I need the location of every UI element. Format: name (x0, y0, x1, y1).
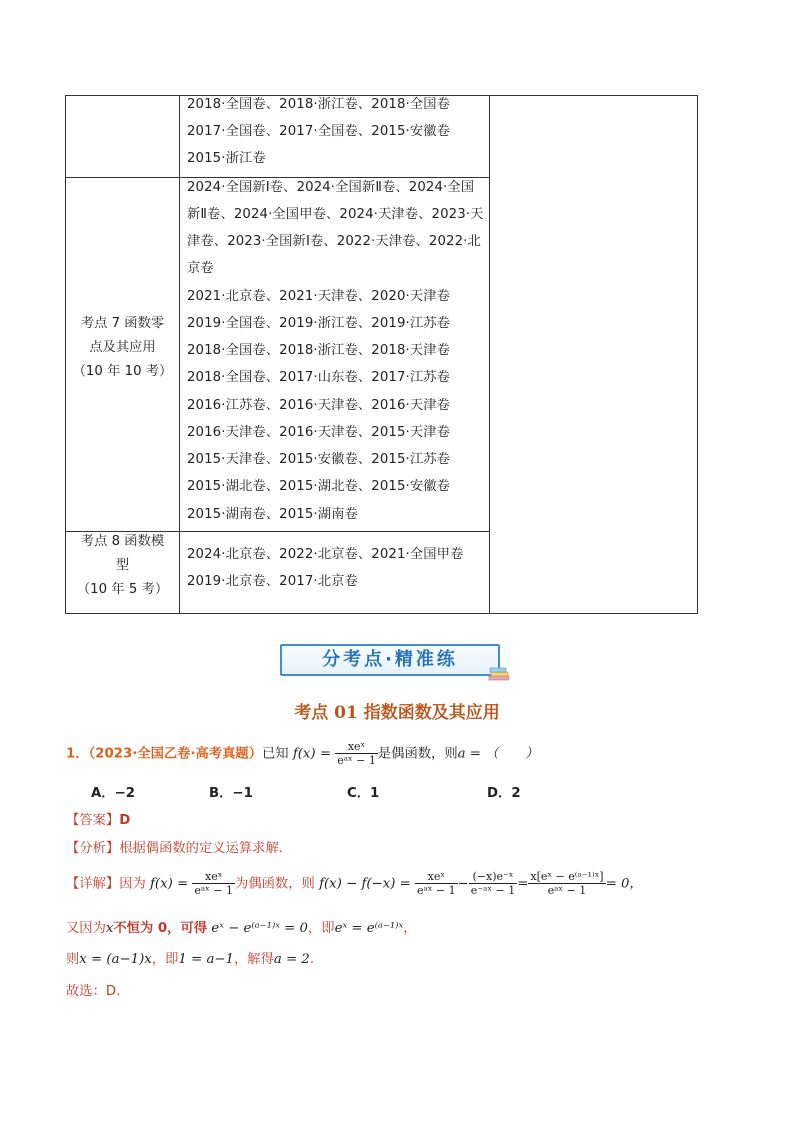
detail-t2-den: e⁻ᵃˣ − 1 (470, 884, 516, 897)
detail-line3-eq3: a = 2 (273, 952, 310, 967)
row3-topic-label (66, 530, 179, 602)
row3-line: 2019·北京卷、2017·北京卷 (187, 574, 358, 589)
detail-even: 为偶函数，则 (235, 876, 315, 892)
detail-term1 (415, 870, 458, 897)
detail-line-3 (66, 948, 314, 967)
row1-line: 2018·全国卷、2018·浙江卷、2018·全国卷 (187, 97, 451, 112)
option-c[interactable]: C．1 (347, 786, 380, 801)
detail-conclusion: 故选：D. (66, 984, 121, 999)
option-b[interactable]: B．−1 (209, 786, 253, 801)
detail-tail: = 0， (605, 876, 643, 892)
table-row-divider-1 (65, 177, 490, 178)
question-frac-num: xeˣ (335, 740, 378, 754)
detail-lead: 因为 (119, 876, 146, 892)
row3-label-line: 型 (115, 558, 130, 573)
row2-line: 2021·北京卷、2021·天津卷、2020·天津卷 (187, 289, 451, 304)
row2-line: 津卷、2023·全国新Ⅰ卷、2022·天津卷、2022·北 (187, 234, 481, 249)
detail-fx-den: eᵃˣ − 1 (194, 884, 234, 897)
row3-line: 2024·北京卷、2022·北京卷、2021·全国甲卷 (187, 547, 464, 562)
table-border-right (697, 95, 698, 614)
question-frac-den: eᵃˣ − 1 (337, 754, 376, 767)
detail-line2-c: ，即 (308, 921, 335, 936)
detail-line3-b: ，即 (151, 952, 179, 967)
detail-line2-eq1: eˣ − e⁽ᵃ⁻¹⁾ˣ = 0 (211, 921, 308, 936)
row2-label-line: 点及其应用 (89, 340, 156, 355)
banner-title: 分考点·精准练 (322, 649, 458, 670)
answer-value: D (119, 813, 131, 828)
question-fraction (335, 740, 378, 767)
analysis-tag: 【分析】 (66, 841, 120, 856)
row2-line: 2024·全国新Ⅰ卷、2024·全国新Ⅱ卷、2024·全国 (187, 180, 475, 195)
row2-label-line: （10 年 10 考） (72, 364, 173, 379)
detail-t1-den: eᵃˣ − 1 (417, 884, 456, 897)
row2-line: 新Ⅱ卷、2024·全国甲卷、2024·天津卷、2023·天 (187, 207, 484, 222)
detail-term3 (528, 870, 605, 897)
detail-line3-c: ，解得 (233, 952, 274, 967)
row2-line: 2016·江苏卷、2016·天津卷、2016·天津卷 (187, 398, 451, 413)
detail-t3-den: eᵃˣ − 1 (547, 884, 587, 897)
question-stem-post: 是偶函数，则 (377, 746, 458, 762)
question-stem (66, 740, 538, 767)
question-number: 1． (66, 746, 89, 762)
detail-line2-d: ， (403, 921, 417, 936)
detail-fx-frac (192, 870, 235, 897)
row2-line: 2016·天津卷、2016·天津卷、2015·天津卷 (187, 425, 451, 440)
detail-minus: − (457, 876, 469, 892)
table-border-bottom (65, 613, 698, 614)
row1-line: 2015·浙江卷 (187, 151, 266, 166)
analysis-text: 根据偶函数的定义运算求解. (119, 841, 283, 856)
row2-line: 2015·天津卷、2015·安徽卷、2015·江苏卷 (187, 452, 451, 467)
row2-label-line: 考点 7 函数零 (80, 316, 165, 331)
books-icon (488, 666, 510, 682)
detail-diff: f(x) − f(−x) = (319, 876, 411, 892)
question-source: （2023·全国乙卷·高考真题） (88, 746, 262, 762)
option-a[interactable]: A．−2 (91, 786, 135, 801)
detail-eq: = (517, 876, 529, 892)
row2-topic-label (66, 312, 179, 384)
question-func: f(x) = (292, 746, 331, 762)
detail-line-1 (66, 870, 643, 897)
detail-line3-eq1: x = (a−1)x (79, 952, 152, 967)
section-title: 考点 01 指数函数及其应用 (294, 703, 500, 723)
detail-line2-x: x (105, 921, 114, 936)
detail-term2 (469, 870, 517, 897)
row2-line: 2015·湖北卷、2015·湖北卷、2015·安徽卷 (187, 479, 451, 494)
row2-line: 2018·全国卷、2017·山东卷、2017·江苏卷 (187, 370, 451, 385)
row2-line: 京卷 (187, 261, 214, 276)
detail-fx-num: xeˣ (192, 870, 235, 884)
detail-line2-a: 又因为 (66, 921, 106, 936)
detail-tag: 【详解】 (66, 876, 120, 892)
question-stem-pre: 已知 (262, 746, 289, 762)
analysis-line (66, 837, 283, 856)
detail-t2-num: (−x)e⁻ˣ (469, 870, 517, 884)
question-ask: a = （ ） (457, 746, 539, 762)
detail-line2-b: 不恒为 0，可得 (113, 921, 208, 936)
row3-label-line: （10 年 5 考） (76, 582, 169, 597)
table-border-col1 (179, 95, 180, 614)
answer-line (66, 809, 130, 828)
detail-line3-a: 则 (66, 952, 80, 967)
row2-line: 2018·全国卷、2018·浙江卷、2018·天津卷 (187, 343, 451, 358)
section-banner (280, 644, 500, 676)
detail-t1-num: xeˣ (415, 870, 458, 884)
detail-line3-eq2: 1 = a−1 (178, 952, 234, 967)
detail-fx: f(x) = (150, 876, 189, 892)
answer-tag: 【答案】 (66, 813, 120, 828)
option-d[interactable]: D．2 (487, 786, 521, 801)
row3-label-line: 考点 8 函数模 (80, 534, 165, 549)
detail-line2-eq2: eˣ = e⁽ᵃ⁻¹⁾ˣ (334, 921, 404, 936)
detail-t3-num: x[eˣ − e⁽ᵃ⁻¹⁾ˣ] (530, 870, 604, 883)
row1-line: 2017·全国卷、2017·全国卷、2015·安徽卷 (187, 124, 451, 139)
detail-line-2 (66, 917, 417, 936)
row2-line: 2019·全国卷、2019·浙江卷、2019·江苏卷 (187, 316, 451, 331)
table-border-col2 (489, 95, 490, 614)
detail-line3-d: . (309, 952, 315, 967)
row2-line: 2015·湖南卷、2015·湖南卷 (187, 507, 358, 522)
